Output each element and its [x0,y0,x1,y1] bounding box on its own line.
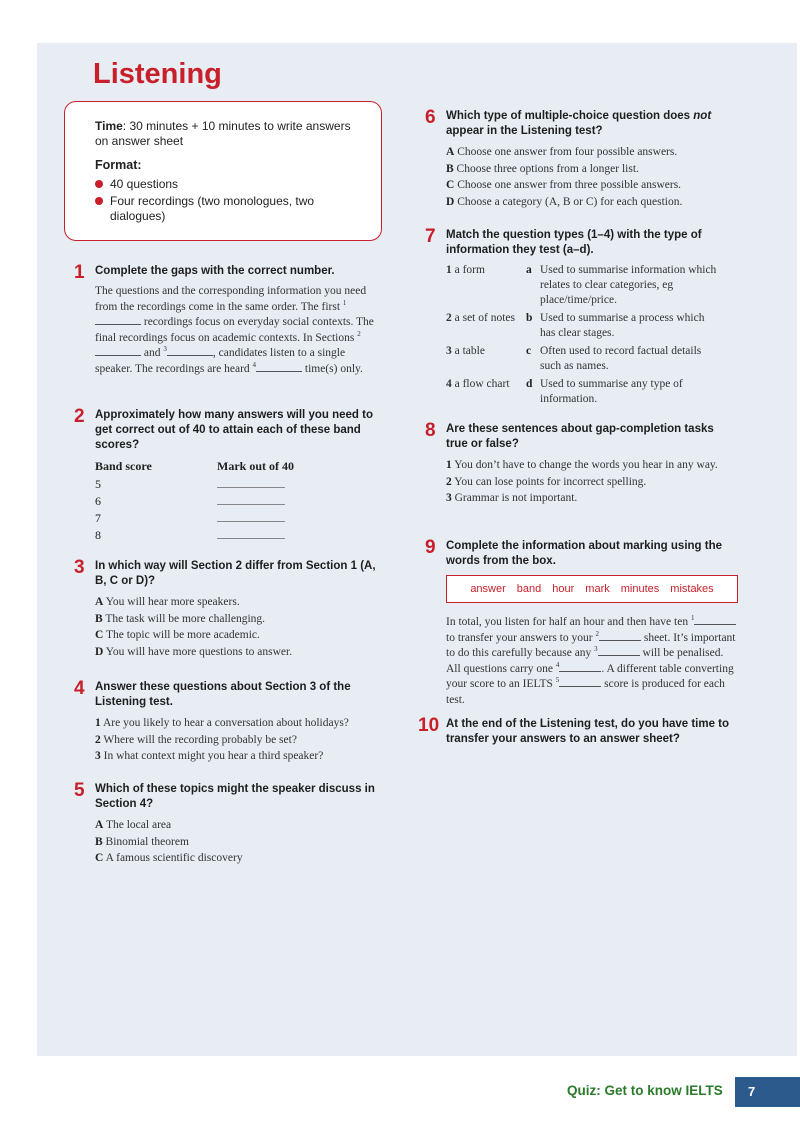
option-letter: D [95,645,104,658]
question-type [446,311,526,344]
option-text: You will hear more speakers. [105,596,240,608]
item-letter: d [526,378,533,390]
gap-blank[interactable] [559,662,601,672]
list-item [95,732,384,749]
description: Used to summarise information which relates to clear categories, eg place/time/price. [540,264,717,306]
type-text: a set of notes [454,312,515,324]
item-number: 3 [446,492,452,504]
format-bullet-text: 40 questions [110,177,179,191]
footer-section-title: Quiz: Get to know IELTS [567,1083,723,1098]
question-9 [425,539,737,708]
item-text: Where will the recording probably be set? [103,733,297,746]
option-letter: C [446,179,455,191]
word-option: mark [585,583,610,595]
table-row [95,492,294,509]
table-row [446,263,720,311]
question-title: In which way will Section 2 differ from Section 1 (A, B, C or D)? [95,560,376,587]
question-body [446,615,737,708]
question-title: Match the question types (1–4) with the type of information they test (a–d). [446,229,702,256]
option[interactable] [95,644,384,661]
option-letter: D [446,195,455,208]
item-text: Grammar is not important. [454,492,578,504]
time-label: Time [95,119,123,133]
format-label: Format [95,158,138,172]
question-title: Are these sentences about gap-completion tasks true or false? [446,423,714,450]
option[interactable] [95,817,384,834]
item-number: 2 [446,312,452,324]
band-value: 8 [95,527,101,542]
question-6 [425,109,735,210]
question-2 [74,408,384,543]
option-text: Choose three options from a longer list. [456,162,639,175]
gap-paragraph [446,615,737,708]
gap-blank[interactable] [167,346,213,356]
list-item [446,490,735,507]
option-text: You will have more questions to answer. [105,645,293,658]
column-header: Band score [95,458,152,473]
question-title: Complete the information about marking using the words from the box. [446,540,723,567]
option[interactable] [446,161,735,178]
text-run: to transfer your answers to your [446,631,596,644]
item-text: Are you likely to hear a conversation about holidays? [103,717,349,729]
gap-number: 2 [595,629,599,638]
text-run: and [141,347,164,359]
question-body [95,284,374,377]
item-text: In what context might you hear a third speaker? [103,750,324,762]
question-body [95,817,384,867]
option[interactable] [95,834,384,851]
item-text: You don’t have to change the words you hear in any way. [454,459,718,471]
question-body [95,594,384,660]
option[interactable] [95,627,384,644]
question-number: 4 [74,678,85,699]
question-body [95,715,384,765]
band-value: 5 [95,476,101,491]
band-value: 7 [95,510,101,525]
option-letter: A [446,146,455,158]
question-number: 2 [74,406,85,427]
item-number: 2 [95,733,101,746]
item-number: 1 [446,459,452,471]
option[interactable] [95,594,384,611]
question-10 [418,717,738,747]
option-text: The topic will be more academic. [105,629,260,641]
description: Used to summarise any type of information. [540,378,683,405]
option-text: Choose one answer from three possible answers. [457,179,682,191]
option[interactable] [95,850,384,867]
text-run: In total, you listen for half an hour and then have ten [446,616,691,628]
format-bullet [95,194,357,224]
question-8 [425,422,735,507]
question-body [446,263,745,410]
option[interactable] [95,611,384,628]
item-letter: a [526,264,532,276]
question-number: 8 [425,420,436,441]
word-option: minutes [620,583,660,595]
table-row [446,311,720,344]
text-run: recordings focus on everyday social contexts. The final recordings focus on academic contexts. In Sections [95,316,374,344]
question-type [446,344,526,377]
gap-blank[interactable] [256,362,302,372]
table-row [446,344,720,377]
column-header: Mark out of 40 [217,458,294,473]
bullet-dot-icon [95,180,103,188]
table-row [446,377,720,410]
gap-number: 4 [555,660,560,669]
option[interactable] [446,144,735,161]
word-option: band [516,583,542,595]
word-option: mistakes [670,583,714,595]
gap-number: 3 [163,345,167,354]
question-type [446,263,526,311]
answer-line[interactable] [217,503,285,505]
band-value: 6 [95,493,101,508]
text-run: will be penalised. All questions carry one [446,647,724,675]
title-emphasis: not [693,110,712,122]
question-number: 1 [74,262,85,283]
matching-table [446,263,720,410]
word-box [446,575,738,603]
item-text: You can lose points for incorrect spelling. [454,475,647,488]
format-bullet-text: Four recordings (two monologues, two dialogues) [110,194,315,223]
question-3 [74,559,384,660]
gap-blank[interactable] [95,346,141,356]
item-number: 2 [446,475,452,488]
gap-blank[interactable] [598,646,640,656]
question-number: 3 [74,557,85,578]
text-run: time(s) only. [302,362,363,375]
question-title: Complete the gaps with the correct number. [95,265,335,277]
page-number: 7 [748,1084,756,1099]
option-letter: B [95,612,103,625]
question-number: 10 [418,715,440,736]
option[interactable] [446,177,735,194]
format-bullet [95,177,357,192]
answer-line[interactable] [217,520,285,522]
question-5 [74,782,384,867]
question-type [446,377,526,410]
gap-number: 1 [342,298,347,307]
question-title: Approximately how many answers will you need to get correct out of 40 to attain each of these band scores? [95,409,373,451]
option-letter: B [446,162,454,175]
question-body [446,144,735,210]
gap-number: 4 [252,360,257,369]
gap-number: 2 [357,329,361,338]
text-run: . A different table converting your score to an IELTS [446,662,734,690]
answer-line[interactable] [217,537,285,539]
page-number-tab [735,1077,800,1107]
question-number: 5 [74,780,85,801]
option-text: A famous scientific discovery [105,852,243,864]
bullet-dot-icon [95,197,103,205]
question-4 [74,680,384,765]
gap-blank[interactable] [694,615,736,625]
description: Often used to record factual details such as names. [540,345,702,372]
question-7 [425,228,745,410]
page-title: Listening [93,58,222,90]
option-text: Choose one answer from four possible answers. [457,146,678,158]
gap-number: 3 [594,645,598,654]
item-number: 3 [446,345,452,357]
type-text: a flow chart [454,378,510,390]
answer-line[interactable] [217,486,285,488]
item-letter: b [526,312,533,324]
test-info-box [64,101,382,241]
title-run: appear in the Listening test? [446,125,603,137]
item-number: 1 [95,717,101,729]
question-number: 7 [425,226,436,247]
option[interactable] [446,194,735,211]
item-number: 4 [446,378,452,390]
item-number: 1 [446,264,452,276]
description: Used to summarise a process which has clear stages. [540,312,705,339]
question-number: 6 [425,107,436,128]
band-score-table [95,458,294,543]
gap-number: 1 [690,614,695,623]
format-colon: : [137,158,142,172]
format-label-line [95,158,357,173]
option-letter: B [95,835,103,848]
type-text: a form [454,264,485,276]
text-run: The questions and the corresponding information you need from the recordings come in the same order. The first [95,285,367,313]
time-text: : 30 minutes + 10 minutes to write answers on answer sheet [95,119,351,148]
item-number: 3 [95,750,101,762]
format-list [95,177,357,224]
title-run: Which type of multiple-choice question does [446,110,694,122]
option-text: Binomial theorem [105,835,189,848]
text-run: , candidates listen to a single speaker. The recordings are heard [95,347,346,375]
gap-blank[interactable] [559,677,601,687]
option-text: The local area [105,819,172,831]
list-item [446,474,735,491]
list-item [95,748,384,765]
time-line [95,119,357,149]
option-letter: C [95,852,104,864]
option-text: Choose a category (A, B or C) for each question. [457,195,683,208]
option-letter: A [95,819,104,831]
option-text: The task will be more challenging. [105,612,266,625]
option-letter: C [95,629,104,641]
type-text: a table [454,345,485,357]
question-body [95,458,384,543]
table-row [95,526,294,543]
table-row [95,509,294,526]
list-item [95,715,384,732]
question-title: At the end of the Listening test, do you have time to transfer your answers to an answer sheet? [446,718,730,745]
question-1 [74,264,374,377]
question-body [446,457,735,507]
word-option: answer [470,583,506,595]
question-title [446,109,735,139]
question-title: Answer these questions about Section 3 of the Listening test. [95,681,351,708]
question-title: Which of these topics might the speaker discuss in Section 4? [95,783,375,810]
option-letter: A [95,596,104,608]
item-letter: c [526,345,532,357]
gap-blank[interactable] [599,631,641,641]
list-item [446,457,735,474]
text-run: score is produced for each test. [446,678,725,706]
table-row [95,475,294,492]
gap-paragraph [95,284,374,377]
word-option: hour [552,583,575,595]
gap-number: 5 [555,676,560,685]
question-number: 9 [425,537,436,558]
text-run: sheet. It’s important to do this carefully because any [446,631,736,659]
gap-blank[interactable] [95,315,141,325]
